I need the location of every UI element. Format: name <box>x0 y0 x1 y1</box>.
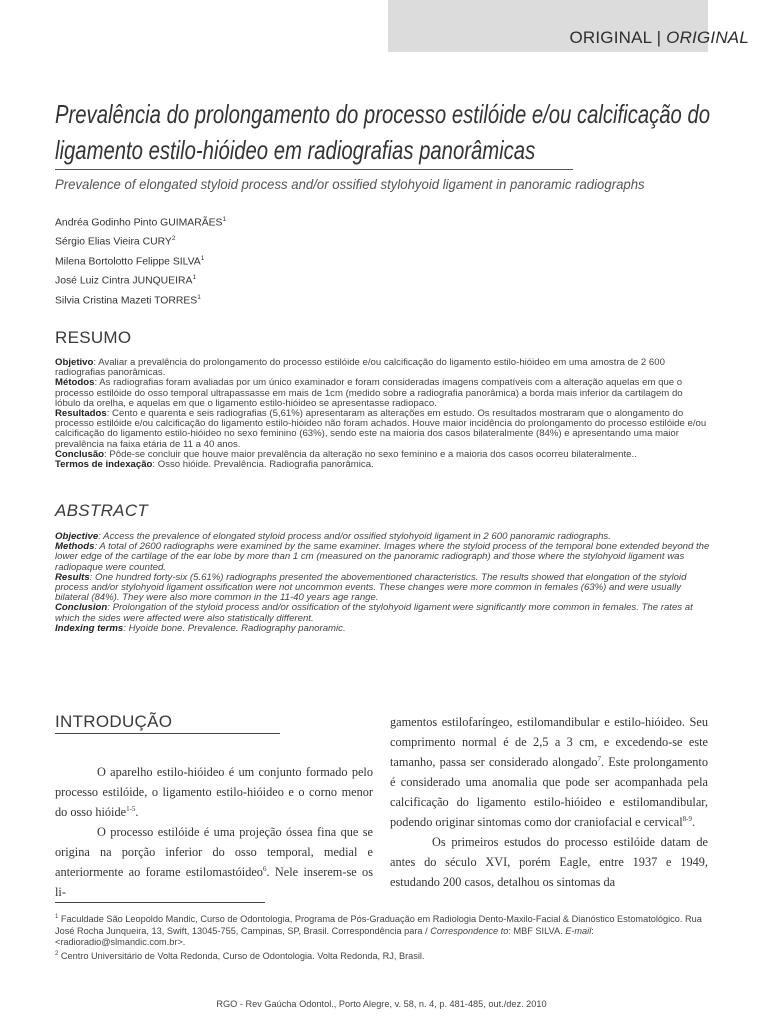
abstract-heading: ABSTRACT <box>55 501 149 520</box>
journal-citation: RGO - Rev Gaúcha Odontol., Porto Alegre, v. 58, n. 4, p. 481-485, out./dez. 2010 <box>216 999 547 1009</box>
title-divider <box>55 169 573 170</box>
footnote-divider <box>55 902 265 903</box>
abstract-indexing: Indexing terms: Hyoide bone. Prevalence. Radiography panoramic. <box>55 622 346 634</box>
abstract-conclusion: Conclusion: Prolongation of the styloid process and/or ossification of the stylohyoid ligament were significantly more common in females. The rates at which the sides were affected were also statistically different. <box>55 602 693 624</box>
resumo-resultados: Resultados: Cento e quarenta e seis radiografias (5,61%) apresentaram as alterações em estudo. Os resultados mostraram que o alongamento do processo estilóide e/ou calcificação do ligamento estilo-hióideo não foram achados. Houve maior incidência do prolongamento do processo estilóide e/ou calcificação do ligamento estilo-hióideo no sexo feminino (63%), sendo este na maioria dos casos bilateralmente (84%) e apresentando uma maior prevalência na faixa etária de 11 a 40 anos. <box>55 408 707 450</box>
author: Sérgio Elias Vieira CURY$^2$ <box>55 235 176 248</box>
intro-divider <box>55 733 280 734</box>
resumo-metodos: Métodos: As radiografias foram avaliadas por um único examinador e foram consideradas imagens compatíveis com a alteração aquelas em que o processo estilóide do osso temporal ultrapassasse em mais de 1cm (medido sobre a radiografia panorâmica) a borda mais inferior da cartilagem do lóbulo da orelha, e aquelas em que o ligamento estilo-hióideo se apresentasse radiopaco. <box>55 377 683 409</box>
author: Andréa Godinho Pinto GUIMARÃES$^1$ <box>55 216 227 229</box>
author: Milena Bortolotto Felippe SILVA$^1$ <box>55 254 205 268</box>
paragraph: Os primeiros estudos do processo estilóide datam de antes do século XVI, porém Eagle, entre 1937 e 1949, estudando 200 casos, detalhou os sintomas da <box>390 835 708 889</box>
author-list <box>55 212 226 309</box>
author: José Luiz Cintra JUNQUEIRA$^1$ <box>55 274 197 287</box>
footnotes <box>55 912 715 962</box>
title-line-1: Prevalência do prolongamento do processo estilóide e/ou calcificação do <box>55 99 711 129</box>
english-title: Prevalence of elongated styloid process and/or ossified stylohyoid ligament in panoramic radiographs <box>55 176 645 192</box>
paragraph: O processo estilóide é uma projeção óssea fina que se origina na porção inferior do osso temporal, medial e anteriormente ao forame estilomastóideo$^6$. Nele inserem-se os li- <box>55 825 373 899</box>
intro-heading: INTRODUÇÃO <box>55 712 173 731</box>
body-column-left <box>55 762 373 902</box>
resumo-conclusao: Conclusão: Pôde-se concluir que houve maior prevalência da alteração no sexo feminino e a maioria dos casos ocorreu bilateralmente.. <box>55 448 637 460</box>
body-column-right <box>390 712 708 892</box>
footnote-1: $^1$ Faculdade São Leopoldo Mandic, Curso de Odontologia, Programa de Pós-Graduação em Radiologia Dento-Maxilo-Facial & Dianóstico Estomatológico. Rua José Rocha Junqueira, 13, Swift, 13045-755, Campinas, SP, Brasil. Correspondência para / Correspondence to: MBF SILVA. E-mail: <radioradio@slmandic.com.br>. <box>55 914 702 948</box>
author: Silvia Cristina Mazeti TORRES$^1$ <box>55 293 201 307</box>
abstract-body <box>55 532 710 634</box>
footnote-2: $^2$ Centro Universitário de Volta Redonda, Curso de Odontologia. Volta Redonda, RJ, Brasil. <box>55 950 425 961</box>
resumo-termos: Termos de indexação: Osso hióide. Prevalência. Radiografia panorâmica. <box>55 459 374 471</box>
article-title <box>55 96 763 168</box>
resumo-heading: RESUMO <box>55 328 132 347</box>
resumo-objetivo: Objetivo: Avaliar a prevalência do prolongamento do processo estilóide e/ou calcificação do ligamento estilo-hióideo em uma amostra de 2 600 radiografias panorâmicas. <box>55 357 665 379</box>
abstract-objective: Objective: Access the prevalence of elongated styloid process and/or ossified stylohyoid ligament in 2 600 panoramic radiographs. <box>55 531 611 542</box>
paragraph: gamentos estilofaríngeo, estilomandibular e estilo-hióideo. Seu comprimento normal é de 2,5 a 3 cm, e excedendo-se este tamanho, passa ser considerado alongado$^7$. Este prolongamento é considerado uma anomalia que pode ser acompanhada pela calcificação do ligamento estilo-hióideo e estilomandibular, podendo originar sintomas como dor craniofacial e cervical$^{8-9}$. <box>390 715 708 829</box>
paragraph: O aparelho estilo-hióideo é um conjunto formado pelo processo estilóide, o ligamento estilo-hióideo e o corno menor do osso hióide$^{1-5}$. <box>55 765 373 819</box>
title-line-2: ligamento estilo-hióideo em radiografias panorâmicas <box>55 135 536 165</box>
abstract-results: Results: One hundred forty-six (5.61%) radiographs presented the abovementioned characteristics. The results showed that elongation of the styloid process and/or stylohyoid ligament ossification were not uncommon events. These changes were more common in females (63%) and were usually bilateral (84%). They were also more common in the 11-40 years age range. <box>55 571 687 604</box>
abstract-methods: Methods: A total of 2600 radiographs were examined by the same examiner. Images where the styloid process of the temporal bone extended beyond the lower edge of the cartilage of the ear lobe by more than 1 cm (measured on the panoramic radiograph) and those where the stylohyoid ligament was radiopaque were counted. <box>55 541 710 573</box>
resumo-body <box>55 358 710 470</box>
section-label: ORIGINAL | ORIGINAL <box>569 28 749 47</box>
